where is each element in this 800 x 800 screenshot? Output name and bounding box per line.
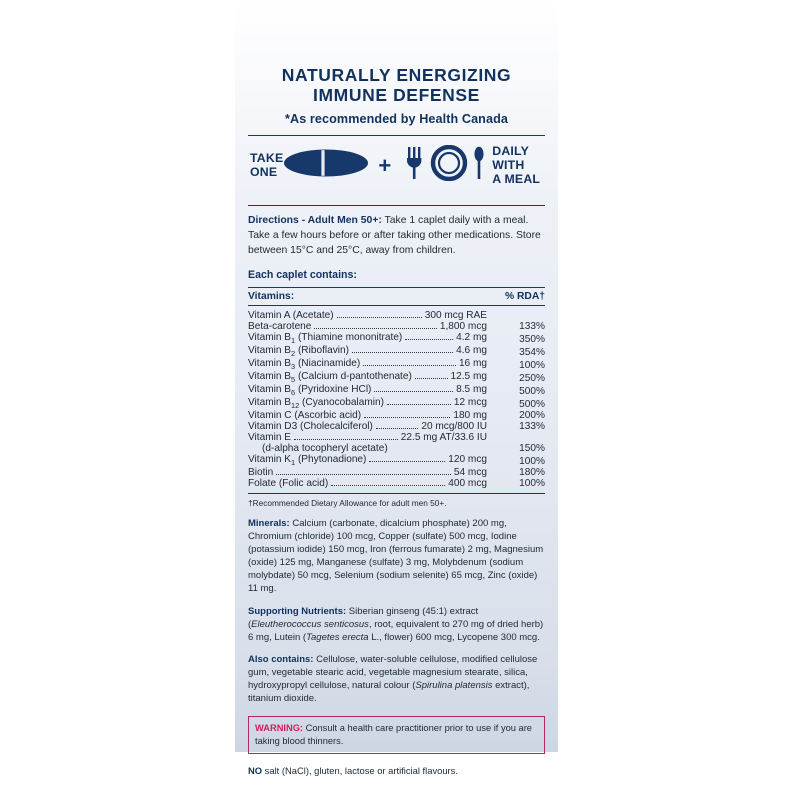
leader-dots xyxy=(387,404,451,405)
table-cell-rda: 133% xyxy=(519,320,545,332)
leader-dots xyxy=(337,317,422,318)
dosage-icon-group xyxy=(283,145,492,186)
table-cell-nutrient xyxy=(248,478,495,489)
headline-subtext: *As recommended by Health Canada xyxy=(285,112,508,127)
table-cell-nutrient xyxy=(248,454,495,467)
directions-text: Take 1 caplet daily with a meal. Take a few hours before or after taking other medications. Store between 15°C and 25°C, away from children. xyxy=(248,215,541,257)
nutrient-name: Vitamin D3 (Cholecalciferol) xyxy=(248,420,373,432)
leader-dots xyxy=(294,439,398,440)
nutrient-amount: 12 mcg xyxy=(453,396,487,408)
daily-with-meal-label xyxy=(492,145,543,186)
leader-dots xyxy=(374,391,453,392)
supporting-nutrients-italic1: Eleutherococcus senticosus xyxy=(251,618,369,630)
vitamins-table-body xyxy=(248,305,545,489)
leader-dots xyxy=(363,365,456,366)
table-cell-rda: 500% xyxy=(519,385,545,397)
table-header-vitamins: Vitamins: xyxy=(248,287,495,305)
supporting-nutrients-label: Supporting Nutrients: xyxy=(248,605,347,617)
supporting-nutrients-paragraph xyxy=(248,605,545,644)
table-cell-nutrient xyxy=(248,371,495,384)
divider-below-band xyxy=(248,205,545,206)
nutrient-amount: 4.6 mg xyxy=(456,344,487,356)
nutrient-name: Vitamin $B_6$ (Pyridoxine HCl) xyxy=(248,383,372,397)
daily-with-meal-line-2: A MEAL xyxy=(492,171,541,186)
table-cell-rda: 500% xyxy=(519,398,545,410)
nutrient-name: Folate (Folic acid) xyxy=(248,477,329,489)
leader-dots xyxy=(405,339,453,340)
headline-block xyxy=(248,0,545,105)
supporting-nutrients-part2: , root, equivalent to 270 mg of dried herb) 6 mg, Lutein ( xyxy=(248,618,544,643)
table-cell-rda: 150% xyxy=(519,442,545,454)
table-cell-rda: 354% xyxy=(519,346,545,358)
each-caplet-contains-label: Each caplet contains: xyxy=(248,268,357,281)
supporting-nutrients-italic2: Tagetes erecta xyxy=(306,631,369,643)
plate-fork-spoon-icon xyxy=(400,145,492,186)
table-cell-nutrient xyxy=(248,384,495,397)
minerals-label: Minerals: xyxy=(248,517,290,529)
divider-table-bottom xyxy=(248,493,545,494)
table-row xyxy=(248,467,545,478)
nutrient-name: Vitamin $B_3$ (Niacinamide) xyxy=(248,357,361,371)
nutrient-amount: 180 mg xyxy=(453,409,487,421)
leader-dots xyxy=(415,378,448,379)
warning-text: Consult a health care practitioner prior to use if you are taking blood thinners. xyxy=(255,723,532,746)
also-contains-italic1: Spirulina platensis xyxy=(415,680,493,692)
table-row xyxy=(248,305,545,321)
minerals-text: Calcium (carbonate, dicalcium phosphate) 200 mg, Chromium (chloride) 100 mcg, Copper (sulfate) 500 mcg, Iodine (potassium iodide) 150 mcg, Iron (ferrous fumarate) 2 mg, Magnesium (oxide) 125 mg, Manganese (sulfate) 3 mg, Molybdenum (sodium molybdate) 50 mcg, Selenium (sodium selenite) 65 mcg, Zinc (oxide) 11 mg. xyxy=(248,517,544,595)
nutrient-name: Vitamin $B_5$ (Calcium d-pantothenate) xyxy=(248,370,412,384)
warning-label: WARNING: xyxy=(255,723,304,734)
table-cell-rda: 250% xyxy=(519,372,545,384)
nutrient-name: Vitamin E xyxy=(248,431,292,443)
table-cell-nutrient xyxy=(248,321,495,332)
free-from-text: salt (NaCl), gluten, lactose or artificial flavours. xyxy=(262,765,458,777)
nutrient-name: Vitamin $K_1$ (Phytonadione) xyxy=(248,453,367,467)
table-row xyxy=(248,332,545,345)
table-cell-nutrient xyxy=(248,345,495,358)
nutrient-amount: 300 mcg RAE xyxy=(424,309,487,321)
nutrient-amount: 4.2 mg xyxy=(456,331,487,343)
table-cell-rda: 133% xyxy=(519,420,545,432)
table-row xyxy=(248,432,545,454)
directions-paragraph xyxy=(248,214,545,258)
nutrient-name: Vitamin A (Acetate) xyxy=(248,309,334,321)
table-row xyxy=(248,454,545,467)
nutrient-amount: 120 mcg xyxy=(448,453,487,465)
table-row xyxy=(248,397,545,410)
nutrient-amount: 22.5 mg AT/33.6 IU xyxy=(400,431,487,443)
free-from-no-word: NO xyxy=(248,765,263,777)
table-header-rda: % RDA† xyxy=(495,287,545,305)
nutrient-name: Vitamin $B_2$ (Riboflavin) xyxy=(248,344,349,358)
leader-dots xyxy=(314,328,436,329)
also-contains-label: Also contains: xyxy=(248,653,314,665)
take-one-label xyxy=(250,152,283,180)
table-row xyxy=(248,358,545,371)
nutrient-name: Vitamin $B_1$ (Thiamine mononitrate) xyxy=(248,331,403,345)
leader-dots xyxy=(331,485,445,486)
nutrient-amount: 8.5 mg xyxy=(456,383,487,395)
daily-with-meal-line-1: DAILY WITH xyxy=(492,144,529,172)
take-one-line-1: TAKE xyxy=(250,151,284,166)
table-cell-rda: 100% xyxy=(519,455,545,467)
leader-dots xyxy=(276,474,451,475)
caplet-icon xyxy=(283,148,369,183)
table-cell-nutrient xyxy=(248,332,495,345)
nutrient-amount: 16 mg xyxy=(458,357,487,369)
table-row xyxy=(248,371,545,384)
leader-dots xyxy=(376,428,418,429)
headline-line-2: IMMUNE DEFENSE xyxy=(313,84,480,105)
supporting-nutrients-part3: L., flower) 600 mcg, Lycopene 300 mcg. xyxy=(368,631,540,643)
take-one-line-2: ONE xyxy=(250,164,278,179)
table-cell-rda: 350% xyxy=(519,333,545,345)
table-cell-rda: 100% xyxy=(519,477,545,489)
table-cell-rda: 200% xyxy=(519,409,545,421)
table-row xyxy=(248,478,545,489)
headline-line-1: NATURALLY ENERGIZING xyxy=(281,65,512,85)
table-cell-nutrient xyxy=(248,432,495,454)
leader-dots xyxy=(352,352,453,353)
supporting-nutrients-part1: Siberian ginseng (45:1) extract ( xyxy=(248,605,479,630)
table-cell-nutrient xyxy=(248,467,495,478)
also-contains-part2: extract), titanium dioxide. xyxy=(248,680,530,705)
table-row xyxy=(248,410,545,421)
plus-sign: + xyxy=(378,152,392,178)
table-cell-rda: 180% xyxy=(519,466,545,478)
warning-box xyxy=(248,716,545,754)
leader-dots xyxy=(369,461,445,462)
also-contains-part1: Cellulose, water-soluble cellulose, modified cellulose gum, vegetable stearic acid, vegetable magnesium stearate, silica, hydroxypropyl cellulose, natural colour ( xyxy=(248,653,538,692)
table-cell-nutrient xyxy=(248,421,495,432)
nutrient-amount: 400 mcg xyxy=(448,477,487,489)
nutrient-amount: 54 mcg xyxy=(453,466,487,478)
table-cell-nutrient xyxy=(248,305,495,321)
table-cell-nutrient xyxy=(248,410,495,421)
free-from-statement xyxy=(248,765,545,776)
supplement-facts-panel xyxy=(235,0,558,777)
nutrient-amount: 20 mcg/800 IU xyxy=(421,420,487,432)
nutrient-amount: 1,800 mcg xyxy=(439,320,487,332)
rda-footnote: †Recommended Dietary Allowance for adult men 50+. xyxy=(248,497,447,508)
minerals-paragraph xyxy=(248,517,545,596)
vitamins-table xyxy=(248,287,545,489)
nutrient-amount: 12.5 mg xyxy=(450,370,487,382)
nutrient-name: Biotin xyxy=(248,466,274,478)
nutrient-name: Vitamin C (Ascorbic acid) xyxy=(248,409,362,421)
nutrient-name-continuation: (d-alpha tocopheryl acetate) xyxy=(262,442,388,454)
table-header-row xyxy=(248,287,545,305)
table-cell-nutrient xyxy=(248,397,495,410)
table-cell-rda: 100% xyxy=(519,359,545,371)
leader-dots xyxy=(364,417,450,418)
table-row xyxy=(248,345,545,358)
nutrient-name: Vitamin $B_{12}$ (Cyanocobalamin) xyxy=(248,396,384,410)
table-cell-nutrient xyxy=(248,358,495,371)
also-contains-paragraph xyxy=(248,653,545,705)
table-row xyxy=(248,384,545,397)
table-row xyxy=(248,421,545,432)
directions-label: Directions - Adult Men 50+: xyxy=(248,215,382,227)
dosage-instruction-band xyxy=(248,136,545,196)
nutrient-name: Beta-carotene xyxy=(248,320,312,332)
